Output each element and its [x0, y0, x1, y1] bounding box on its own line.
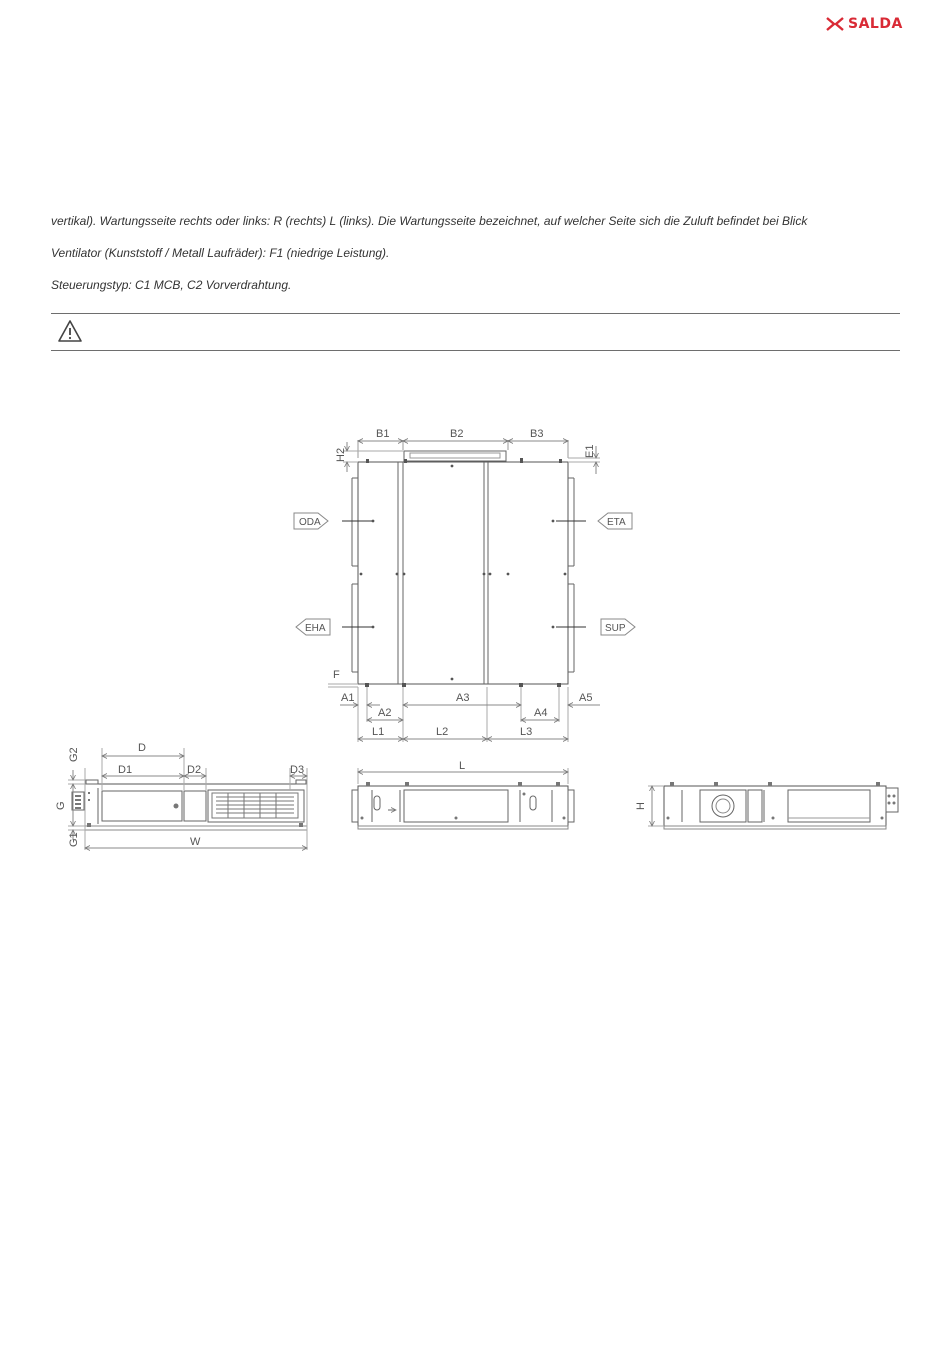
airflow-label-oda: ODA: [299, 517, 321, 528]
dim-label-l: L: [459, 760, 466, 772]
airflow-label-eta: ETA: [607, 517, 626, 528]
dim-label-b3: B3: [530, 428, 544, 440]
airflow-label-sup: SUP: [605, 623, 626, 634]
dim-label-d: D: [138, 742, 146, 754]
dim-label-b2: B2: [450, 428, 464, 440]
dim-label-w: W: [190, 836, 201, 848]
dim-label-g1: G1: [68, 832, 80, 847]
dim-label-a5: A5: [579, 692, 593, 704]
dim-label-d2: D2: [187, 764, 202, 776]
dim-label-d3: D3: [290, 764, 305, 776]
dim-label-l1: L1: [372, 726, 385, 738]
dim-label-a2: A2: [378, 707, 392, 719]
dim-label-h2: H2: [335, 447, 347, 462]
front-view: [352, 768, 574, 829]
dim-label-a1: A1: [341, 692, 355, 704]
dim-label-f: F: [333, 669, 340, 681]
airflow-label-eha: EHA: [305, 623, 326, 634]
dim-label-g2: G2: [68, 747, 80, 762]
end-view: [648, 782, 898, 829]
dim-label-g: G: [55, 801, 67, 810]
dim-label-d1: D1: [118, 764, 133, 776]
brand-name: SALDA: [848, 16, 903, 32]
paragraph-service-side: vertikal). Wartungsseite rechts oder links: R (rechts) L (links). Die Wartungsseite bezeichnet, auf welcher Seite sich die Zuluft befindet bei Blick: [51, 214, 808, 228]
dim-label-a3: A3: [456, 692, 470, 704]
dim-label-l2: L2: [436, 726, 449, 738]
dim-label-e1: E1: [584, 444, 596, 458]
paragraph-control-type: Steuerungstyp: C1 MCB, C2 Vorverdrahtung.: [51, 278, 292, 292]
dim-label-b1: B1: [376, 428, 390, 440]
dim-label-a4: A4: [534, 707, 548, 719]
paragraph-fan: Ventilator (Kunststoff / Metall Laufräder): F1 (niedrige Leistung).: [51, 246, 390, 260]
dim-label-l3: L3: [520, 726, 533, 738]
dim-label-h: H: [635, 802, 647, 810]
